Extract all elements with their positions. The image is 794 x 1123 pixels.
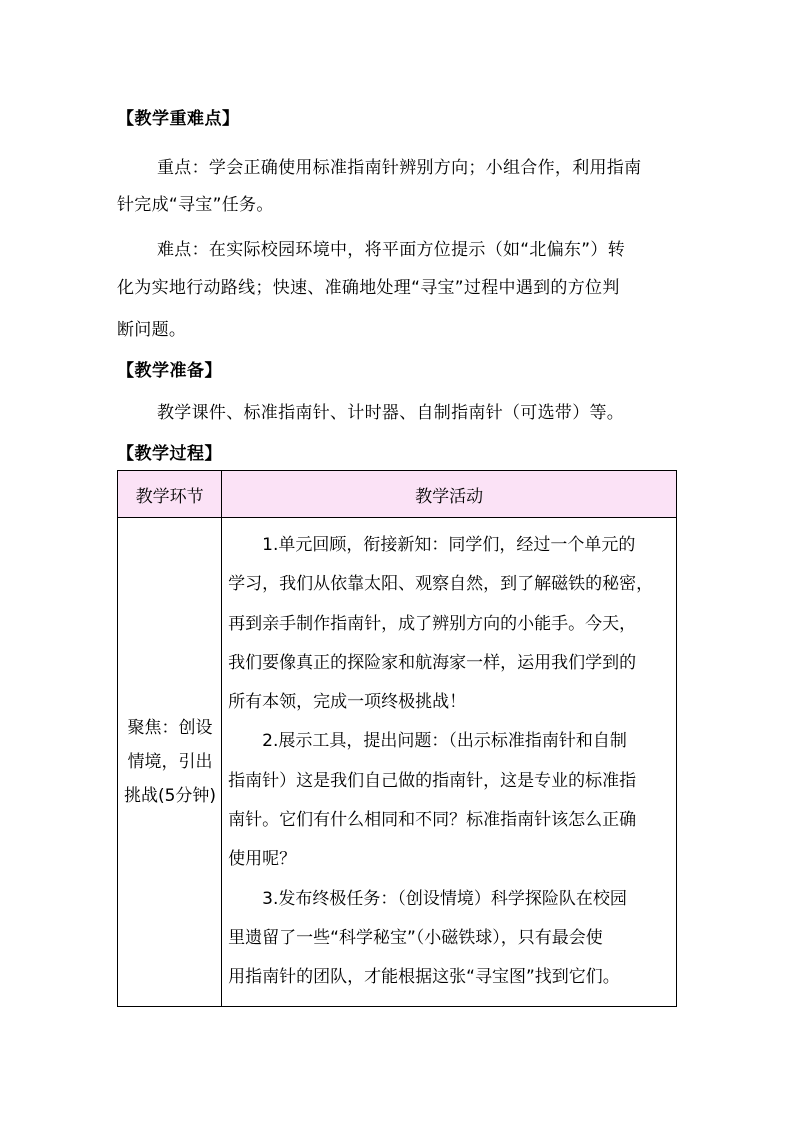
activity-line: 我们要像真正的探险家和航海家一样，运用我们学到的 — [228, 652, 637, 673]
activity-line: 3.发布终极任务：（创设情境）科学探险队在校园 — [262, 888, 627, 909]
table-header-row — [118, 471, 677, 518]
activity-line: 2.展示工具，提出问题：（出示标准指南针和自制 — [262, 731, 627, 752]
preparation-line: 教学课件、标准指南针、计时器、自制指南针（可选带）等。 — [157, 403, 625, 423]
activity-line: 里遗留了一些“科学秘宝”（小磁铁球），只有最会使 — [228, 927, 603, 948]
activity-line: 所有本领，完成一项终极挑战！ — [228, 692, 467, 713]
activity-line: 南针。它们有什么相同和不同？标准指南针该怎么正确 — [228, 810, 637, 831]
header-stage: 教学环节 — [118, 471, 222, 518]
activity-line: 使用呢？ — [228, 849, 297, 870]
activity-cell — [222, 518, 677, 1007]
activity-line: 用指南针的团队，才能根据这张“寻宝图”找到它们。 — [228, 967, 620, 988]
preparation-heading: 【教学准备】 — [117, 361, 222, 381]
activity-line: 指南针）这是我们自己做的指南针，这是专业的标准指 — [228, 770, 637, 791]
activity-line: 1.单元回顾，衔接新知：同学们，经过一个单元的 — [262, 535, 636, 555]
difficult-points-line-1: 难点：在实际校园环境中，将平面方位提示（如“北偏东”）转 — [157, 240, 626, 260]
stage-line: 情境，引出 — [127, 751, 213, 772]
stage-line: 挑战(5分钟) — [123, 785, 217, 806]
difficult-points-line-3: 断问题。 — [117, 320, 187, 340]
lesson-process-table — [117, 470, 677, 1007]
activity-line: 再到亲手制作指南针，成了辨别方向的小能手。今天， — [228, 613, 637, 634]
process-heading: 【教学过程】 — [117, 444, 222, 464]
key-points-line-1: 重点：学会正确使用标准指南针辨别方向；小组合作，利用指南 — [157, 158, 642, 178]
activity-line: 学习，我们从依靠太阳、观察自然，到了解磁铁的秘密， — [228, 574, 654, 595]
difficulty-heading: 【教学重难点】 — [117, 109, 240, 129]
stage-text — [118, 711, 222, 813]
table-row — [118, 518, 677, 1007]
key-points-line-2: 针完成“寻宝”任务。 — [117, 195, 274, 215]
header-activity: 教学活动 — [222, 471, 677, 518]
stage-cell — [118, 518, 222, 1007]
stage-line: 聚焦：创设 — [127, 717, 213, 738]
difficult-points-line-2: 化为实地行动路线；快速、准确地处理“寻宝”过程中遇到的方位判 — [117, 278, 620, 298]
